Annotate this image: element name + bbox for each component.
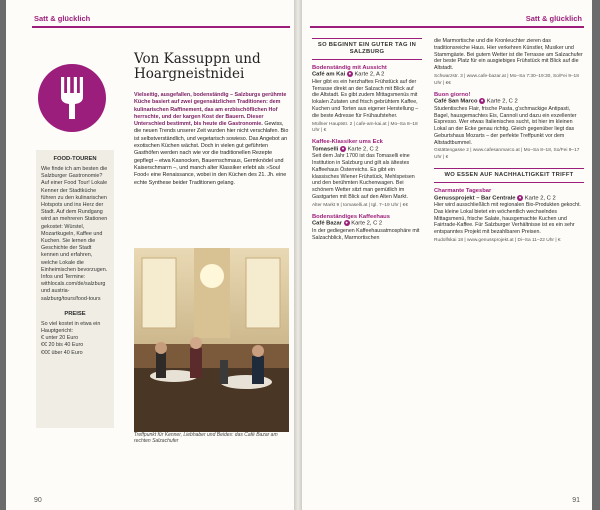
venue-address: Gstättengasse 2 | www.cafesanmarco.at | Mo–Sa 8–18, So/Fei 9–17 Uhr | € <box>434 148 580 161</box>
cafe-photo <box>134 248 289 432</box>
venue-address: Schwarzstr. 3 | www.cafe-bazar.at | Mo–Sa 7:30–19:30, So/Fei 9–18 Uhr | €€ <box>434 73 579 86</box>
venue-name: Genussprojekt – Bar Centrale ● Karte 2, C 2 <box>434 194 556 202</box>
venue-name: Café am Kai ● Karte 2, A 2 <box>312 71 385 78</box>
venue-name: Café San Marco ● Karte 2, C 2 <box>434 98 518 105</box>
price-item: € unter 20 Euro <box>41 335 79 342</box>
venue-text: Hier wird ausschließlich mit regionalen Bio-Produkten gekocht. Das kleine Lokal bietet ein wöchentlich wechselndes Mittagsmenü, frische Salate, hausgemachte Kuchen und Fairtrade-Kaffee. Für Salzburger Verhältnisse ist es ein sehr entspanntes Projekt mit bezahlbaren Preisen. <box>434 202 581 236</box>
venue-name: Café Bazar ● Karte 2, C 2 <box>312 220 383 227</box>
header-rule <box>310 26 584 28</box>
venue-subhead: Buon giorno! <box>434 91 471 98</box>
venue-subhead: Charmante Tagesbar <box>434 187 492 194</box>
price-intro: So viel kostet in etwa ein Hauptgericht: <box>41 320 101 335</box>
venue-address: Alter Markt 9 | tomaselli.at | tgl. 7–19 Uhr | €€ <box>312 202 408 208</box>
sidebar-heading: FOOD-TOUREN <box>53 156 97 162</box>
fork-icon <box>38 64 106 132</box>
box-heading: SO BEGINNT EIN GUTER TAG IN SALZBURG <box>312 38 422 60</box>
lead-text <box>134 92 289 187</box>
right-page <box>302 0 592 510</box>
venue-address: Rudolfskai 18 | www.genussprojekt.at | Di–Sa 11–22 Uhr | € <box>434 237 561 243</box>
food-tours-box <box>36 150 114 428</box>
column-right <box>434 38 584 248</box>
venue-text: Studentisches Flair, frische Pasta, g'schmackige Antipasti, Bagel, hausgemachtes Eis, Cannoli und dazu ein exzellenter Espresso. Wer etwas Italienisches sucht, ist hier im kleinen Lokal an der Ecke genau richtig. Gleich gegenüber liegt das Geburtshaus Mozarts – der perfekte Treffpunkt vor dem Altstadtbummel. <box>434 105 577 146</box>
lead-bold: Vielseitig, ausgefallen, bodenständig – Salzburgs gerühmte Küche basiert auf zwei gegensätzlichen Traditionen: dem kulinarischen Raffinement, das am erzbischöflichen Hof herrschte, und der kargen Kost der Bauern. Dieser Unterschied bestimmt, bis heute die Gastronomie. <box>134 92 287 128</box>
map-pin-icon: ● <box>518 194 522 200</box>
venue-name: Tomaselli ● Karte 2, C 2 <box>312 145 379 153</box>
price-item: €€ 20 bis 40 Euro <box>41 342 84 349</box>
venue-subhead: Bodenständig mit Aussicht <box>312 64 387 71</box>
price-item: €€€ über 40 Euro <box>41 349 83 356</box>
map-pin-icon: ● <box>348 71 352 77</box>
continued-text: die Marmortische und die Kronleuchter zieren das traditionsreiche Haus. Hier verkehren Künstler, Musiker und Stammgäste. Bei gutem Wetter ist die Terrasse am Salzachufer der beste Platz für ein ausgiebiges Frühstück mit Blick auf die Altstadt. <box>434 38 583 72</box>
venue-subhead: Bodenständiges Kaffeehaus <box>312 213 390 220</box>
venue-subhead: Kaffee-Klassiker ums Eck <box>312 139 383 146</box>
venue-text: In der gediegenen Kaffeehausatmosphäre mit Salzachblick, Marmortischen <box>312 227 420 241</box>
map-pin-icon: ● <box>480 98 484 104</box>
left-page <box>6 0 294 510</box>
page-title: Von Kassuppn und Hoargneistnidei <box>134 51 261 82</box>
map-pin-icon: ● <box>345 220 348 226</box>
venue-text: Hier gibt es ein herzhaftes Frühstück auf der Terrasse direkt an der Salzach mit Blick auf die Altstadt. Es gibt zudem Mittagsmenüs mit lokalen Zutaten und frisch gebrühtem Kaffee, Kuchen und Torten aus eigener Herstellung – die beste Adresse für Frühaufsteher. <box>312 78 419 119</box>
running-head: Satt & glücklich <box>525 14 582 23</box>
photo-caption: Treffpunkt für Kenner, Liebhaber und Beides: das Café Bazar am rechten Salzachufer <box>134 432 278 445</box>
running-head: Satt & glücklich <box>34 14 91 23</box>
column-left <box>312 38 422 243</box>
price-heading: PREISE <box>64 310 86 317</box>
venue-address: Müllner Hauptstr. 2 | cafe-am-kai.at | Mo–Sa 8–18 Uhr | € <box>312 121 418 134</box>
sidebar-text: Wie finde ich am besten die Salzburger Gastronomie? Auf einer Food Tour! Lokale Kenner der Stadtküche führen zu den kulinarischen Hotspots und ins Herz der Stadt. Auf dem Rundgang wird an mehreren Stationen gekostet: Würstel, Mozartkugeln, Kaffee und Kuchen. Sie lernen die Geschichte der Stadt kennen und erfahren, welche Lokale die Einheimischen bevorzugen. Infos und Termine: withlocals.com/de/salzburg und austria-salzburg/tours/food-tours <box>41 166 108 302</box>
venue-text: Seit dem Jahr 1700 ist das Tomaselli eine Institution in Salzburg und gilt als ältestes Kaffeehaus Österreichs. Es gibt ein klassisches Wiener Frühstück, Mehlspeisen und den berühmten Kuchenwagen. Bei schönem Wetter sitzt man gemütlich im Gastgarten mit Blick auf den Alten Markt. <box>312 153 415 200</box>
page-number: 90 <box>34 497 42 504</box>
box-heading: WO ESSEN AUF NACHHALTIGKEIT TRIFFT <box>434 168 584 183</box>
lead-rest: Gewiss, die neuen Trends unserer Zeit wurden hier nicht verschlafen. Bio ist selbstverständlich, und vegetarisch sowieso. Das Angebot an exotischen Küchen wächst. Doch in vielen gut geführten Gasthöfen werden nach wie vor die traditionellen Rezepte gepflegt – etwa Kasnocken, Bauernschmaus, Germknödel und Kaiserschmarrn –, und manch alter Klassiker erlebt als »Soul Food« eine Renaissance, wobei in den Küchen des 21. Jh. eine echte Synthese beider Traditionen gelang. <box>134 121 289 186</box>
map-pin-icon: ● <box>341 145 345 151</box>
page-number: 91 <box>572 497 580 504</box>
header-rule <box>32 26 290 28</box>
book-gutter <box>294 0 302 510</box>
